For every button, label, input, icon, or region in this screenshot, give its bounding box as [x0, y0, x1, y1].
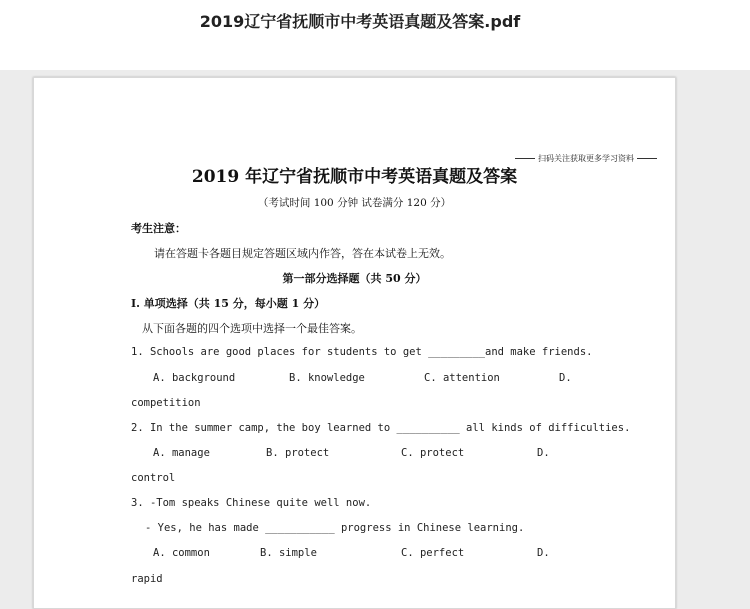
question-option: A. manage [153, 447, 210, 459]
file-title: 2019辽宁省抚顺市中考英语真题及答案.pdf [199, 12, 521, 31]
notice-heading: 考生注意： [131, 222, 186, 235]
banner-text: 扫码关注获取更多学习资料 [538, 154, 634, 163]
section-heading: I. 单项选择（共 15 分，每小题 1 分） [131, 297, 326, 310]
question-option: B. simple [260, 547, 317, 559]
question-option: B. knowledge [289, 372, 365, 384]
document-subtitle: （考试时间 100 分钟 试卷满分 120 分） [257, 197, 452, 209]
part-heading: 第一部分选择题（共 50 分） [282, 272, 427, 285]
pdf-page [33, 77, 676, 609]
question-option: D. [537, 447, 550, 459]
question-stem: 3. -Tom speaks Chinese quite well now. [131, 497, 372, 509]
question-option: D. [559, 372, 572, 384]
question-option: B. protect [266, 447, 330, 459]
question-option: C. protect [401, 447, 465, 459]
question-stem: 2. In the summer camp, the boy learned to __________ all kinds of difficulties. [131, 422, 631, 434]
question-option: D. [537, 547, 550, 559]
notice-text: 请在答题卡各题目规定答题区域内作答，答在本试卷上无效。 [154, 247, 451, 260]
question-option: C. perfect [401, 547, 465, 559]
question-stem: 1. Schools are good places for students to get _________and make friends. [131, 346, 593, 358]
banner-dash-left [515, 158, 535, 159]
question-stem-reply: - Yes, he has made ___________ progress in Chinese learning. [145, 522, 525, 534]
viewer-toolbar [0, 0, 750, 70]
question-option: A. common [153, 547, 210, 559]
question-option: C. attention [424, 372, 500, 384]
document-title: 2019 年辽宁省抚顺市中考英语真题及答案 [191, 167, 518, 187]
question-option-wrap: control [131, 472, 176, 484]
question-option: A. background [153, 372, 236, 384]
question-option-wrap: rapid [131, 573, 163, 585]
banner-dash-right [637, 158, 657, 159]
question-option-wrap: competition [131, 397, 201, 409]
section-instruction: 从下面各题的四个选项中选择一个最佳答案。 [142, 322, 362, 335]
